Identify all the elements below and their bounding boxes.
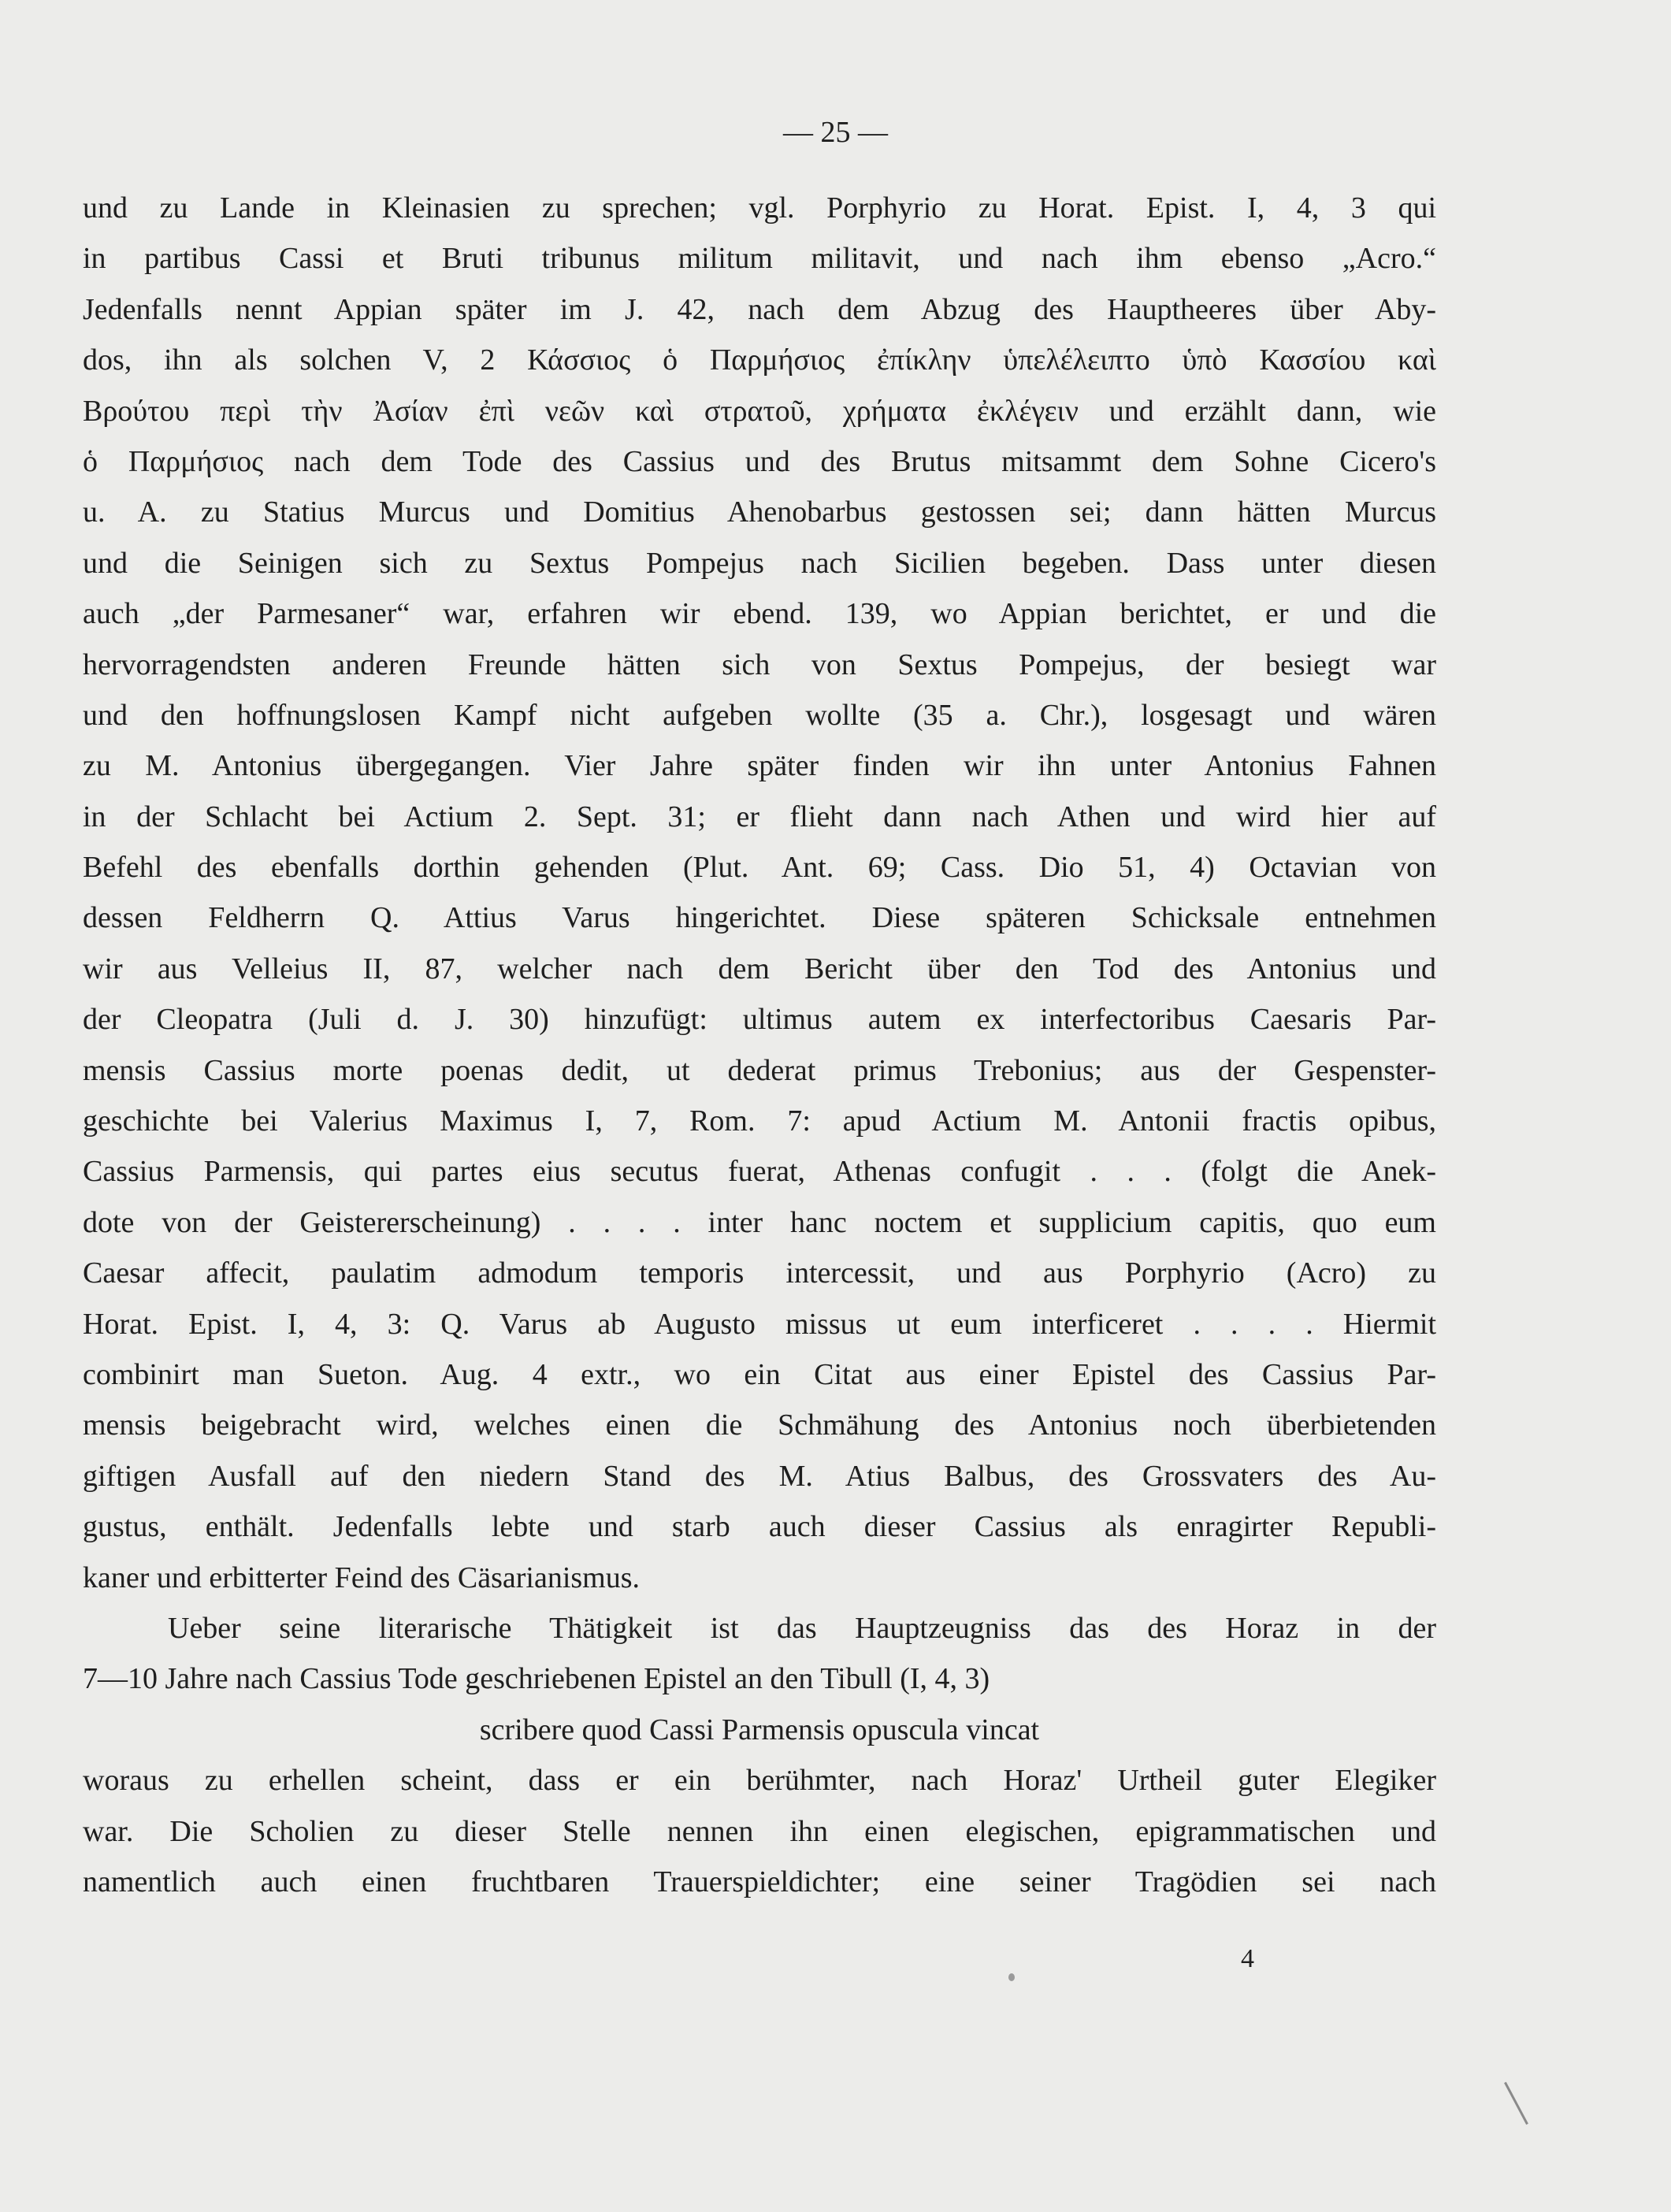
text-line: in partibus Cassi et Bruti tribunus militum militavit, und nach ihm ebenso „Acro.“ xyxy=(83,242,1436,276)
edge-mark xyxy=(1504,2082,1528,2125)
text-line: der Cleopatra (Juli d. J. 30) hinzufügt: ultimus autem ex interfectoribus Caesaris Par- xyxy=(83,1003,1436,1037)
text-line: und den hoffnungslosen Kampf nicht aufgeben wollte (35 a. Chr.), losgesagt und wären xyxy=(83,698,1436,732)
text-line: ὁ Παρμήσιος nach dem Tode des Cassius und des Brutus mitsammt dem Sohne Cicero's xyxy=(83,444,1436,478)
verse-quotation: scribere quod Cassi Parmensis opuscula vincat xyxy=(479,1713,1040,1746)
text-line: combinirt man Sueton. Aug. 4 extr., wo ein Citat aus einer Epistel des Cassius Par- xyxy=(83,1357,1436,1391)
text-line: Cassius Parmensis, qui partes eius secutus fuerat, Athenas confugit . . . (folgt die Anek- xyxy=(83,1155,1436,1189)
text-line: Jedenfalls nennt Appian später im J. 42, nach dem Abzug des Hauptheeres über Aby- xyxy=(83,292,1436,326)
text-line: giftigen Ausfall auf den niedern Stand des M. Atius Balbus, des Grossvaters des Au- xyxy=(83,1459,1436,1493)
text-line: dos, ihn als solchen V, 2 Κάσσιος ὁ Παρμήσιος ἐπίκλην ὑπελέλειπτο ὑπὸ Κασσίου καὶ xyxy=(83,343,1436,377)
text-line: dote von der Geistererscheinung) . . . . inter hanc noctem et supplicium capitis, quo eum xyxy=(83,1205,1436,1239)
text-line: Βρούτου περὶ τὴν Ἀσίαν ἐπὶ νεῶν καὶ στρατοῦ, χρήματα ἐκλέγειν und erzählt dann, wie xyxy=(83,394,1436,428)
signature-mark: 4 xyxy=(1241,1944,1254,1973)
text-line: in der Schlacht bei Actium 2. Sept. 31; er flieht dann nach Athen und wird hier auf xyxy=(83,800,1436,833)
paragraph-end-line: kaner und erbitterter Feind des Cäsarianismus. xyxy=(83,1561,641,1594)
text-line: u. A. zu Statius Murcus und Domitius Ahenobarbus gestossen sei; dann hätten Murcus xyxy=(83,495,1436,529)
page-number: — 25 — xyxy=(783,116,888,149)
text-line: dessen Feldherrn Q. Attius Varus hingerichtet. Diese späteren Schicksale entnehmen xyxy=(83,901,1436,935)
text-line: und die Seinigen sich zu Sextus Pompejus nach Sicilien begeben. Dass unter diesen xyxy=(83,546,1436,580)
text-line: mensis beigebracht wird, welches einen die Schmähung des Antonius noch überbietenden xyxy=(83,1408,1436,1442)
text-line: namentlich auch einen fruchtbaren Trauerspieldichter; eine seiner Tragödien sei nach xyxy=(83,1865,1436,1898)
text-line: auch „der Parmesaner“ war, erfahren wir ebend. 139, wo Appian berichtet, er und die xyxy=(83,597,1436,631)
text-line: Befehl des ebenfalls dorthin gehenden (Plut. Ant. 69; Cass. Dio 51, 4) Octavian von xyxy=(83,851,1436,885)
text-line: geschichte bei Valerius Maximus I, 7, Rom. 7: apud Actium M. Antonii fractis opibus, xyxy=(83,1104,1436,1138)
text-line: Caesar affecit, paulatim admodum temporis intercessit, und aus Porphyrio (Acro) zu xyxy=(83,1256,1436,1290)
text-line: woraus zu erhellen scheint, dass er ein berühmter, nach Horaz' Urtheil guter Elegiker xyxy=(83,1764,1436,1798)
text-line: gustus, enthält. Jedenfalls lebte und starb auch dieser Cassius als enragirter Republi- xyxy=(83,1510,1436,1544)
text-line: mensis Cassius morte poenas dedit, ut dederat primus Trebonius; aus der Gespenster- xyxy=(83,1053,1436,1087)
body-text xyxy=(83,183,1436,1907)
text-line: war. Die Scholien zu dieser Stelle nennen ihn einen elegischen, epigrammatischen und xyxy=(83,1814,1436,1848)
text-line: und zu Lande in Kleinasien zu sprechen; vgl. Porphyrio zu Horat. Epist. I, 4, 3 qui xyxy=(83,191,1436,225)
text-line: wir aus Velleius II, 87, welcher nach dem Bericht über den Tod des Antonius und xyxy=(83,952,1436,985)
text-line: zu M. Antonius übergegangen. Vier Jahre später finden wir ihn unter Antonius Fahnen xyxy=(83,749,1436,783)
text-line: 7—10 Jahre nach Cassius Tode geschriebenen Epistel an den Tibull (I, 4, 3) xyxy=(83,1662,990,1696)
text-line: Horat. Epist. I, 4, 3: Q. Varus ab Augusto missus ut eum interficeret . . . . Hiermit xyxy=(83,1307,1436,1341)
paragraph-start-line: Ueber seine literarische Thätigkeit ist das Hauptzeugniss das des Horaz in der xyxy=(168,1611,1436,1645)
text-line: hervorragendsten anderen Freunde hätten sich von Sextus Pompejus, der besiegt war xyxy=(83,648,1436,681)
ink-blot xyxy=(1008,1973,1015,1981)
